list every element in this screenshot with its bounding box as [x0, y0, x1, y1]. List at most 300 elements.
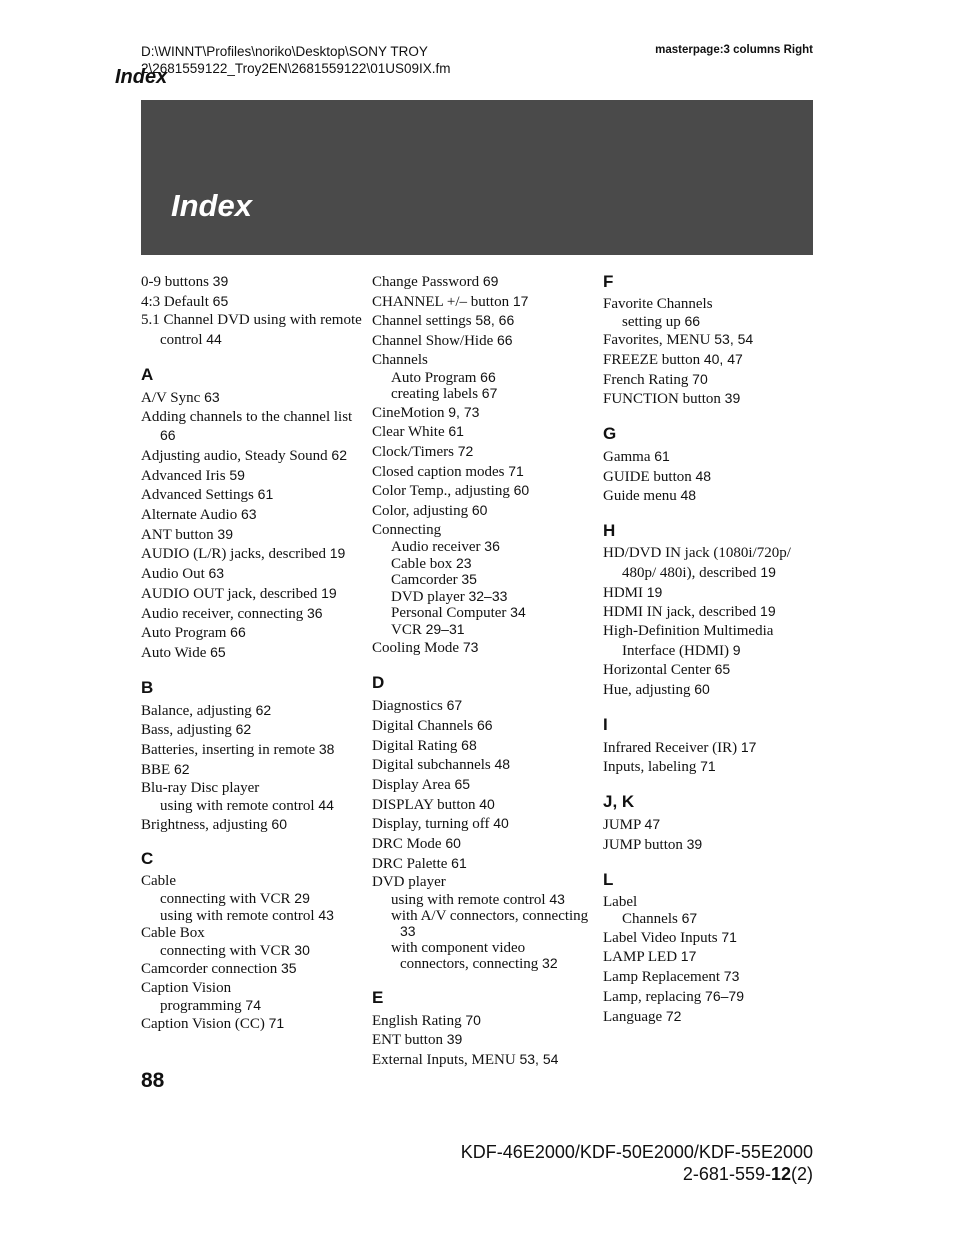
- index-term: Language: [603, 1008, 666, 1025]
- page-reference: 48: [494, 756, 511, 773]
- page-reference: 66: [230, 624, 246, 641]
- index-term: Cable box: [391, 555, 456, 572]
- page-reference: 39: [217, 525, 233, 542]
- index-term: Lamp, replacing: [603, 988, 706, 1005]
- index-entry: [141, 815, 363, 835]
- section-letter: J, K: [603, 792, 635, 812]
- page-reference: 17: [740, 738, 757, 755]
- index-term: setting up: [622, 313, 685, 330]
- index-entry: [603, 330, 825, 350]
- index-term: ENT button: [372, 1032, 447, 1049]
- index-term: HDMI: [603, 584, 647, 601]
- page-reference: 62: [331, 446, 347, 463]
- index-entry: [372, 462, 594, 482]
- index-entry: [372, 834, 594, 854]
- page-reference: 65: [714, 661, 731, 678]
- index-entry: [141, 623, 363, 643]
- index-term: Advanced Settings: [141, 487, 258, 504]
- index-entry: [372, 272, 594, 292]
- index-entry: [372, 521, 594, 540]
- index-entry: [141, 959, 363, 979]
- index-entry: [372, 716, 594, 736]
- page-reference: 30: [294, 941, 310, 958]
- page-reference: 19: [760, 603, 776, 620]
- index-term: Caption Vision (CC): [141, 1016, 269, 1033]
- section-letter: H: [603, 521, 616, 541]
- page-reference: 73: [462, 639, 479, 656]
- page-reference: 40, 47: [703, 350, 743, 367]
- page-reference: 67: [481, 385, 498, 402]
- page-reference: 65: [212, 292, 229, 309]
- index-entry: [372, 873, 594, 892]
- page-reference: 9: [732, 641, 741, 658]
- index-entry: [141, 272, 363, 292]
- index-term: Infrared Receiver (IR): [603, 739, 741, 756]
- index-entry: [603, 987, 825, 1007]
- index-term: Digital Rating: [372, 737, 462, 754]
- index-entry: [603, 660, 825, 680]
- index-entry: [372, 736, 594, 756]
- page-reference: 19: [329, 545, 346, 562]
- index-entry: [141, 760, 363, 780]
- index-term: French Rating: [603, 371, 693, 388]
- index-subentry: [141, 943, 363, 960]
- file-path-header: [141, 43, 450, 77]
- index-term: Batteries, inserting in remote: [141, 742, 319, 759]
- page-reference: 17: [680, 948, 697, 965]
- index-term: Audio receiver, connecting: [141, 605, 307, 622]
- section-letter: A: [141, 364, 154, 384]
- index-term: Audio receiver: [391, 539, 485, 556]
- index-term: FREEZE button: [603, 351, 704, 368]
- index-term: Auto Wide: [141, 644, 211, 661]
- index-entry: [603, 544, 825, 582]
- index-term: AUDIO OUT jack, described: [141, 585, 322, 602]
- index-entry: [141, 446, 363, 466]
- page-reference: 63: [240, 506, 257, 523]
- index-term: DVD player: [391, 588, 469, 605]
- page-reference: 62: [255, 701, 272, 718]
- page-reference: 39: [724, 390, 741, 407]
- index-entry: [603, 350, 825, 370]
- index-entry: [603, 947, 825, 967]
- page-reference: 39: [212, 273, 229, 289]
- page-reference: 69: [482, 273, 499, 289]
- index-entry: [603, 757, 825, 777]
- page-reference: 66: [160, 427, 176, 444]
- index-term: High-Definition Multimedia Interface (HDMI): [603, 622, 774, 659]
- page-reference: 70: [465, 1011, 481, 1028]
- index-term: Balance, adjusting: [141, 702, 256, 719]
- page-reference: 63: [204, 388, 220, 405]
- section-letter: C: [141, 849, 154, 869]
- index-term: using with remote control: [160, 907, 319, 924]
- index-term: Digital subchannels: [372, 757, 495, 774]
- page-reference: 61: [257, 486, 274, 503]
- index-term: HDMI IN jack, described: [603, 604, 761, 621]
- index-entry: [372, 422, 594, 442]
- page-reference: 67: [446, 697, 463, 714]
- index-entry: [603, 622, 825, 660]
- index-term: Adding channels to the channel list: [141, 408, 353, 425]
- index-term: Display, turning off: [372, 816, 494, 833]
- page-reference: 67: [681, 910, 698, 927]
- page-reference: 65: [210, 643, 226, 660]
- page-reference: 34: [510, 604, 526, 621]
- index-entry: [603, 835, 825, 855]
- index-entry: [372, 331, 594, 351]
- index-term: VCR: [391, 621, 426, 638]
- page-reference: 33: [400, 923, 416, 940]
- index-entry: [372, 351, 594, 370]
- index-entry: [603, 680, 825, 700]
- index-entry: [141, 311, 363, 349]
- index-column-3: [603, 272, 825, 1026]
- masterpage-label: masterpage:3 columns Right: [655, 44, 813, 56]
- index-term: 4:3 Default: [141, 293, 213, 310]
- page-reference: 43: [318, 906, 334, 923]
- index-entry: [372, 755, 594, 775]
- index-entry: [372, 501, 594, 521]
- index-entry: [603, 1007, 825, 1027]
- page-reference: 38: [318, 741, 335, 758]
- index-subentry: [603, 314, 825, 331]
- page-reference: 74: [245, 996, 261, 1013]
- index-subentry: [372, 941, 594, 973]
- index-entry: [603, 967, 825, 987]
- page-reference: 66: [480, 368, 496, 385]
- page-reference: 70: [692, 370, 708, 387]
- section-letter: B: [141, 677, 154, 697]
- index-term: using with remote control: [160, 798, 319, 815]
- index-term: 5.1 Channel DVD using with remote control: [141, 312, 362, 349]
- page-number: 88: [141, 1069, 165, 1092]
- index-entry: [141, 643, 363, 663]
- index-entry: [372, 481, 594, 501]
- section-letter: L: [603, 869, 614, 889]
- index-entry: [603, 467, 825, 487]
- index-term: Clear White: [372, 424, 449, 441]
- index-subentry: [372, 572, 594, 589]
- index-entry: [372, 1030, 594, 1050]
- index-term: JUMP button: [603, 836, 687, 853]
- index-subentry: [372, 539, 594, 556]
- index-entry: [603, 602, 825, 622]
- page-reference: 53, 54: [519, 1051, 559, 1068]
- page-reference: 71: [508, 462, 524, 479]
- index-entry: [141, 466, 363, 486]
- index-entry: [141, 604, 363, 624]
- page-reference: 19: [321, 584, 337, 601]
- index-entry: [141, 701, 363, 721]
- page-reference: 62: [235, 721, 252, 738]
- index-term: Connecting: [372, 521, 442, 538]
- index-term: Blu-ray Disc player: [141, 780, 260, 797]
- index-entry: [603, 370, 825, 390]
- page-reference: 39: [446, 1031, 463, 1048]
- index-subentry: [372, 386, 594, 403]
- index-subentry: [141, 798, 363, 815]
- index-term: GUIDE button: [603, 468, 696, 485]
- page-reference: 40: [479, 795, 495, 812]
- index-subentry: [141, 908, 363, 925]
- page-reference: 36: [484, 538, 500, 555]
- index-entry: [603, 486, 825, 506]
- page-reference: 17: [512, 292, 529, 309]
- file-path-line-2: 2\2681559122_Troy2EN\2681559122\01US09IX.fm: [141, 61, 451, 76]
- index-term: English Rating: [372, 1012, 466, 1029]
- index-term: CHANNEL +/– button: [372, 293, 513, 310]
- page-reference: 65: [454, 775, 471, 792]
- index-entry: [372, 292, 594, 312]
- index-entry: [141, 979, 363, 998]
- page-reference: 32: [542, 955, 558, 972]
- index-subentry: [372, 892, 594, 909]
- index-subentry: [372, 370, 594, 387]
- index-term: JUMP: [603, 817, 645, 834]
- index-entry: [372, 1011, 594, 1031]
- index-subentry: [141, 998, 363, 1015]
- index-term: creating labels: [391, 386, 482, 403]
- page-reference: 71: [268, 1015, 285, 1032]
- index-term: Channel Show/Hide: [372, 333, 497, 350]
- index-entry: [372, 1050, 594, 1070]
- page-reference: 44: [318, 797, 334, 814]
- page-reference: 66: [497, 332, 513, 349]
- index-entry: [372, 442, 594, 462]
- page-reference: 47: [644, 816, 661, 833]
- index-term: Channel settings: [372, 313, 476, 330]
- page-reference: 73: [723, 968, 740, 985]
- index-term: Camcorder: [391, 572, 462, 589]
- index-subentry: [372, 605, 594, 622]
- index-term: programming: [160, 997, 246, 1014]
- page-reference: 72: [457, 442, 474, 459]
- index-term: ANT button: [141, 526, 218, 543]
- index-entry: [141, 584, 363, 604]
- index-entry: [603, 389, 825, 409]
- index-term: Diagnostics: [372, 698, 447, 715]
- page-reference: 9, 73: [448, 403, 480, 420]
- index-term: Favorites, MENU: [603, 332, 715, 349]
- index-entry: [603, 893, 825, 912]
- page-reference: 60: [445, 835, 461, 852]
- index-term: Favorite Channels: [603, 296, 713, 312]
- index-entry: [372, 638, 594, 658]
- page-reference: 19: [760, 563, 776, 580]
- index-term: Color, adjusting: [372, 503, 472, 520]
- index-entry: [141, 924, 363, 943]
- page-reference: 63: [208, 565, 225, 582]
- index-entry: [603, 815, 825, 835]
- page-reference: 61: [448, 423, 464, 440]
- page-reference: 59: [229, 466, 245, 483]
- index-banner: [141, 100, 813, 255]
- section-letter: E: [372, 987, 384, 1007]
- index-term: CineMotion: [372, 404, 449, 421]
- index-term: Closed caption modes: [372, 463, 509, 480]
- index-entry: [372, 403, 594, 423]
- page-reference: 60: [694, 681, 710, 698]
- index-entry: [141, 408, 363, 446]
- index-term: Personal Computer: [391, 605, 511, 622]
- page-reference: 61: [654, 448, 670, 465]
- index-entry: [372, 814, 594, 834]
- index-term: Auto Program: [141, 625, 231, 642]
- index-term: Display Area: [372, 776, 455, 793]
- index-term: with component video connectors, connecting: [391, 939, 543, 973]
- page-reference: 32–33: [468, 587, 508, 604]
- index-entry: [372, 854, 594, 874]
- index-column-2: [372, 272, 594, 1070]
- index-term: LAMP LED: [603, 949, 681, 966]
- index-entry: [141, 779, 363, 798]
- index-entry: [141, 544, 363, 564]
- index-entry: [141, 388, 363, 408]
- index-term: Label: [603, 893, 638, 910]
- index-term: Channels: [372, 351, 428, 368]
- index-term: Change Password: [372, 274, 483, 290]
- index-term: Cable Box: [141, 925, 205, 942]
- index-term: HD/DVD IN jack (1080i/720p/ 480p/ 480i), described: [603, 545, 791, 581]
- page-reference: 29–31: [425, 620, 465, 637]
- index-term: DVD player: [372, 874, 446, 891]
- section-letter: D: [372, 673, 385, 693]
- index-term: Clock/Timers: [372, 443, 458, 460]
- index-term: FUNCTION button: [603, 391, 725, 408]
- index-entry: [603, 583, 825, 603]
- index-term: Caption Vision: [141, 979, 232, 996]
- index-term: Cooling Mode: [372, 640, 463, 657]
- page-reference: 66: [477, 716, 493, 733]
- index-term: Gamma: [603, 449, 655, 466]
- page-reference: 43: [549, 891, 565, 908]
- index-entry: [141, 292, 363, 312]
- index-term: Guide menu: [603, 488, 681, 505]
- index-entry: [141, 525, 363, 545]
- index-term: with A/V connectors, connecting: [391, 907, 589, 924]
- index-term: DRC Palette: [372, 855, 452, 872]
- page-reference: 48: [680, 487, 697, 504]
- index-term: A/V Sync: [141, 389, 205, 406]
- index-subentry: [372, 556, 594, 573]
- page-reference: 71: [721, 928, 737, 945]
- index-entry: [141, 1014, 363, 1034]
- index-entry: [141, 740, 363, 760]
- page-reference: 36: [307, 604, 323, 621]
- index-term: Camcorder connection: [141, 961, 281, 978]
- index-term: Lamp Replacement: [603, 969, 724, 986]
- footer-model-info: [461, 1141, 813, 1185]
- page-reference: 53, 54: [714, 331, 754, 348]
- index-term: External Inputs, MENU: [372, 1052, 520, 1069]
- index-term: Bass, adjusting: [141, 722, 236, 739]
- page-reference: 60: [513, 482, 530, 499]
- page-reference: 58, 66: [475, 312, 515, 329]
- index-entry: [372, 795, 594, 815]
- index-subentry: [603, 911, 825, 928]
- index-term: AUDIO (L/R) jacks, described: [141, 546, 330, 563]
- page-reference: 68: [461, 736, 477, 753]
- index-term: Channels: [622, 911, 682, 928]
- index-term: Auto Program: [391, 369, 481, 386]
- page-reference: 23: [456, 554, 472, 571]
- index-entry: [603, 928, 825, 948]
- index-entry: [141, 505, 363, 525]
- section-letter: I: [603, 714, 608, 734]
- page-reference: 60: [471, 502, 488, 519]
- index-term: Color Temp., adjusting: [372, 483, 514, 500]
- index-entry: [603, 295, 825, 314]
- page-reference: 66: [684, 312, 701, 329]
- index-entry: [372, 775, 594, 795]
- page-reference: 62: [173, 760, 190, 777]
- page-reference: 71: [700, 758, 716, 775]
- index-entry: [372, 696, 594, 716]
- index-term: 0-9 buttons: [141, 274, 213, 290]
- banner-title: Index: [171, 188, 252, 223]
- page-reference: 61: [451, 854, 467, 871]
- page-reference: 35: [461, 571, 477, 588]
- index-subentry: [141, 891, 363, 908]
- index-term: Alternate Audio: [141, 507, 241, 524]
- footer-part-number: 2-681-559-12(2): [682, 1164, 813, 1184]
- running-title: Index: [115, 66, 168, 88]
- section-letter: G: [603, 424, 617, 444]
- page-reference: 48: [695, 467, 712, 484]
- index-term: DISPLAY button: [372, 796, 480, 813]
- footer-models: KDF-46E2000/KDF-50E2000/KDF-55E2000: [460, 1142, 813, 1162]
- index-subentry: [372, 909, 594, 941]
- index-entry: [141, 564, 363, 584]
- index-subentry: [372, 622, 594, 639]
- index-term: Label Video Inputs: [603, 929, 722, 946]
- index-entry: [372, 311, 594, 331]
- index-term: Cable: [141, 873, 176, 890]
- page-reference: 44: [206, 331, 222, 348]
- index-term: Advanced Iris: [141, 467, 230, 484]
- index-term: Adjusting audio, Steady Sound: [141, 447, 332, 464]
- index-entry: [141, 485, 363, 505]
- index-term: Hue, adjusting: [603, 682, 695, 699]
- index-entry: [603, 447, 825, 467]
- page-reference: 19: [646, 583, 663, 600]
- page-reference: 39: [686, 835, 703, 852]
- index-term: Inputs, labeling: [603, 759, 701, 776]
- page-reference: 76–79: [705, 987, 744, 1004]
- index-entry: [141, 720, 363, 740]
- index-term: DRC Mode: [372, 836, 446, 853]
- page-reference: 60: [271, 815, 287, 832]
- index-entry: [603, 738, 825, 758]
- index-term: Horizontal Center: [603, 662, 715, 679]
- index-term: Audio Out: [141, 566, 209, 583]
- page-reference: 72: [665, 1007, 682, 1024]
- page-reference: 29: [294, 890, 310, 907]
- index-term: using with remote control: [391, 892, 550, 909]
- index-subentry: [372, 589, 594, 606]
- page-reference: 40: [493, 815, 509, 832]
- page-reference: 35: [280, 960, 297, 977]
- index-column-1: [141, 272, 363, 1034]
- index-term: connecting with VCR: [160, 942, 295, 959]
- section-letter: F: [603, 272, 614, 291]
- index-entry: [141, 872, 363, 891]
- index-term: Brightness, adjusting: [141, 816, 272, 833]
- index-term: BBE: [141, 761, 174, 778]
- index-term: Digital Channels: [372, 717, 477, 734]
- file-path-line-1: D:\WINNT\Profiles\noriko\Desktop\SONY TROY: [141, 44, 428, 59]
